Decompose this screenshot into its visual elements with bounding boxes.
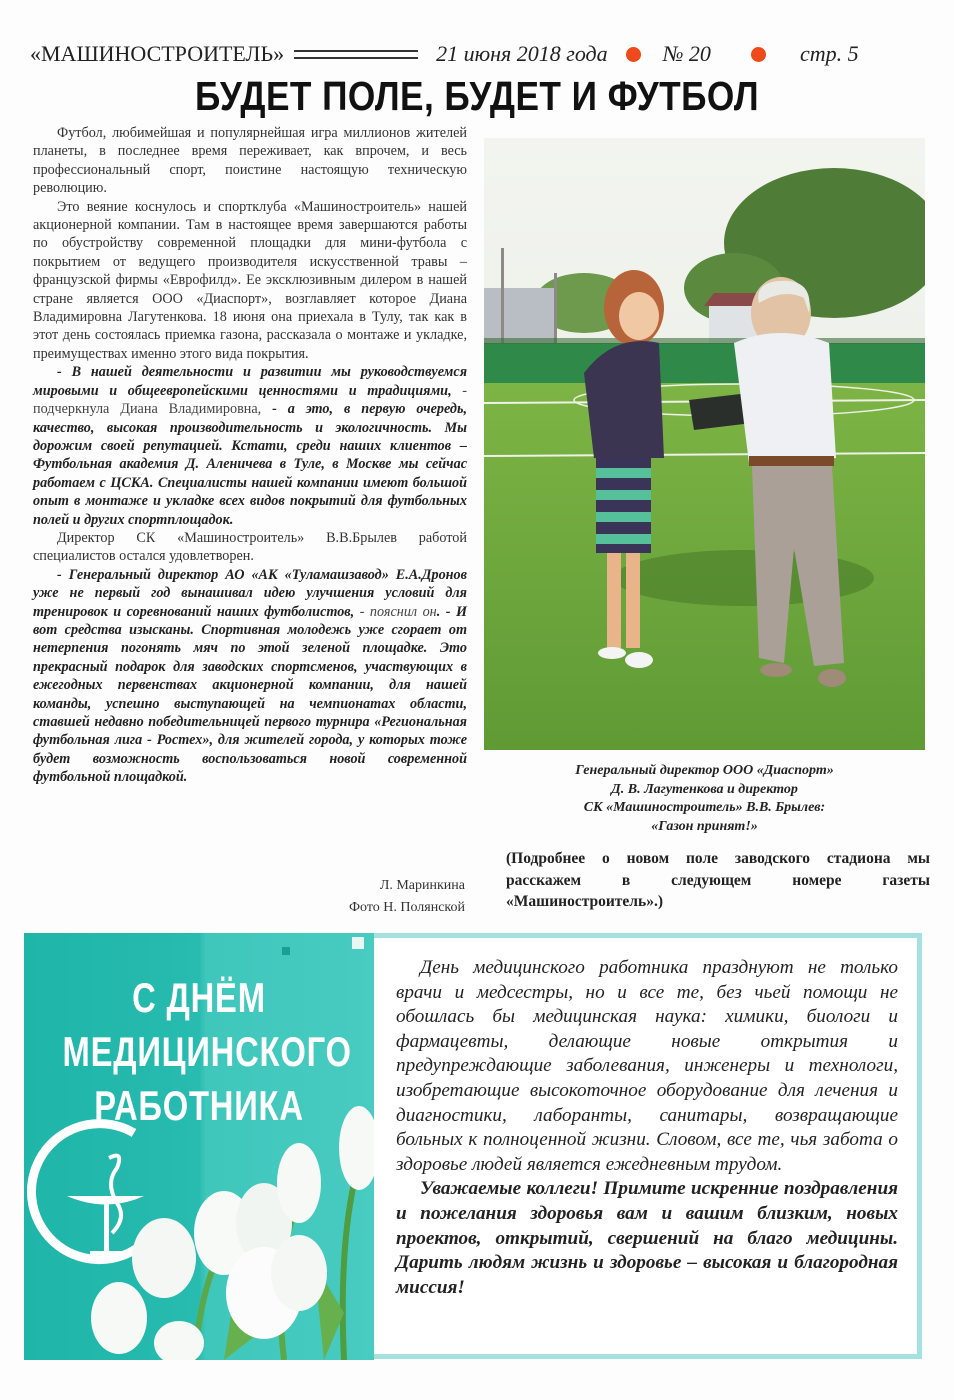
caption-line: Д. В. Лагутенкова и директор [611, 781, 798, 797]
article-body [33, 124, 467, 787]
byline [260, 875, 465, 919]
article-paragraph: Футбол, любимейшая и популярнейшая игра миллионов жителей планеты, в последнее время переживает, как впрочем, и весь профессиональный спорт, поистине настоящую техническую революцию. [33, 125, 467, 197]
caption-line: «Газон принят!» [651, 818, 758, 834]
bowl-of-hygieia-icon [31, 1124, 144, 1260]
banner-title-line: МЕДИЦИНСКОГО [62, 1028, 352, 1075]
quote-text: - Генеральный директор АО «АК «Туламашзавод» Е.А.Дронов уже не первый год вынашивал идею улучшения условий для тренировок и соревнований наших футболистов, [33, 566, 467, 620]
newspaper-name: «МАШИНОСТРОИТЕЛЬ» [30, 41, 285, 66]
article-photo [484, 138, 925, 750]
page-number: стр. 5 [799, 41, 859, 66]
photo-caption [484, 762, 925, 836]
quote-attribution: - подчеркнула Диана Владимировна, [33, 382, 467, 418]
issue-number: № 20 [662, 41, 711, 66]
masthead [30, 38, 930, 70]
quote-text: - В нашей деятельности и развитии мы руководствуемся мировыми и общеевропейскими ценностями и традициями, [33, 364, 467, 399]
photo-two-people-on-football-field [484, 138, 925, 750]
quote-attribution: - пояснил он [354, 603, 437, 620]
author-name: Л. Маринкина [379, 878, 465, 893]
double-rule-divider [294, 50, 418, 59]
photo-credit: Фото Н. Полянской [348, 900, 465, 915]
medical-day-greeting-box [374, 933, 922, 1359]
article-paragraph: Это веяние коснулось и спортклуба «Машиностроитель» нашей акционерной компании. Там в настоящее время завершаются работы по обустройству современной площадки для мини-футбола с покрытием от ведущего производителя искусственной травы – французской фирмы «Еврофилд». Ее эксклюзивным дилером в нашей стране является ООО «Диаспорт», возглавляет которое Диана Владимировна Лагутенкова. 18 июня она приехала в Тулу, так как в этот день состоялась приемка газона, рассказала о монтаже и укладке, преимуществах именно этого вида покрытия. [33, 198, 467, 362]
quote-text: - а это, в первую очередь, качество, высокая производительность и экологичность. Мы дорожим своей репутацией. Кстати, среди наших клиентов – Футбольная академия Д. Аленичева в Туле, в Москве мы сейчас работаем с ЦСКА. Специалисты нашей компании имеют большой опыт в монтаже и укладке всех видов покрытий для футбольных полей и других спортплощадок. [33, 401, 468, 528]
white-tulips-image [91, 1106, 374, 1360]
banner-title-line: С ДНЁМ [132, 974, 266, 1021]
caption-line: СК «Машиностроитель» В.В. Брылев: [583, 800, 826, 816]
bullet-dot-icon [626, 47, 641, 62]
banner-title-line: РАБОТНИКА [94, 1082, 304, 1129]
medical-day-banner [24, 933, 374, 1360]
greeting-paragraph: Уважаемые коллеги! Примите искренние поздравления и пожелания здоровья вам и вашим близким, новых проектов, открытий, свершений на благо медицины. Дарить людям жизнь и здоровье – высокая и благородная миссия! [396, 1178, 898, 1298]
bullet-dot-icon [751, 47, 766, 62]
article-headline: БУДЕТ ПОЛЕ, БУДЕТ И ФУТБОЛ [194, 73, 760, 119]
caption-line: Генеральный директор ООО «Диаспорт» [575, 763, 834, 778]
article-paragraph: Директор СК «Машиностроитель» В.В.Брылев работой специалистов остался удовлетворен. [33, 529, 467, 565]
article-quote-paragraph [33, 566, 467, 787]
quote-text: . - И вот средства изысканы. Спортивная молодежь уже сгорает от нетерпения погонять мяч по этой зеленой площадке. Это прекрасный подарок для заводских спортсменов, участвующих в ежегодных первенствах акционерной компании, для нашей команды, успешно выступающей на чемпионатах области, ставшей недавно победительницей первого турнира «Региональная футбольная лига - Ростех», для жителей города, у которых тоже будет возможность воспользоваться новой современной футбольной площадкой. [33, 603, 467, 786]
banner-artwork [24, 933, 374, 1360]
issue-date: 21 июня 2018 года [436, 41, 608, 66]
followup-note: (Подробнее о новом поле заводского стадиона мы расскажем в следующем номере газеты «Машиностроитель».) [506, 850, 930, 910]
article-quote-paragraph [33, 363, 467, 529]
greeting-text [396, 956, 898, 1300]
greeting-paragraph: День медицинского работника празднуют не только врачи и медсестры, но и все те, без чьей помощи не обошлась бы медицинская наука: химики, биологи и фармацевты, делающие новые открытия и предупреждающие заболевания, инженеры и технологи, изобретающие высокоточное оборудование для лечения и диагностики, лаборанты, санитары, возвращающие больных к полноценной жизни. Словом, все те, чья забота о здоровье людей является ежедневным трудом. [396, 957, 898, 1175]
